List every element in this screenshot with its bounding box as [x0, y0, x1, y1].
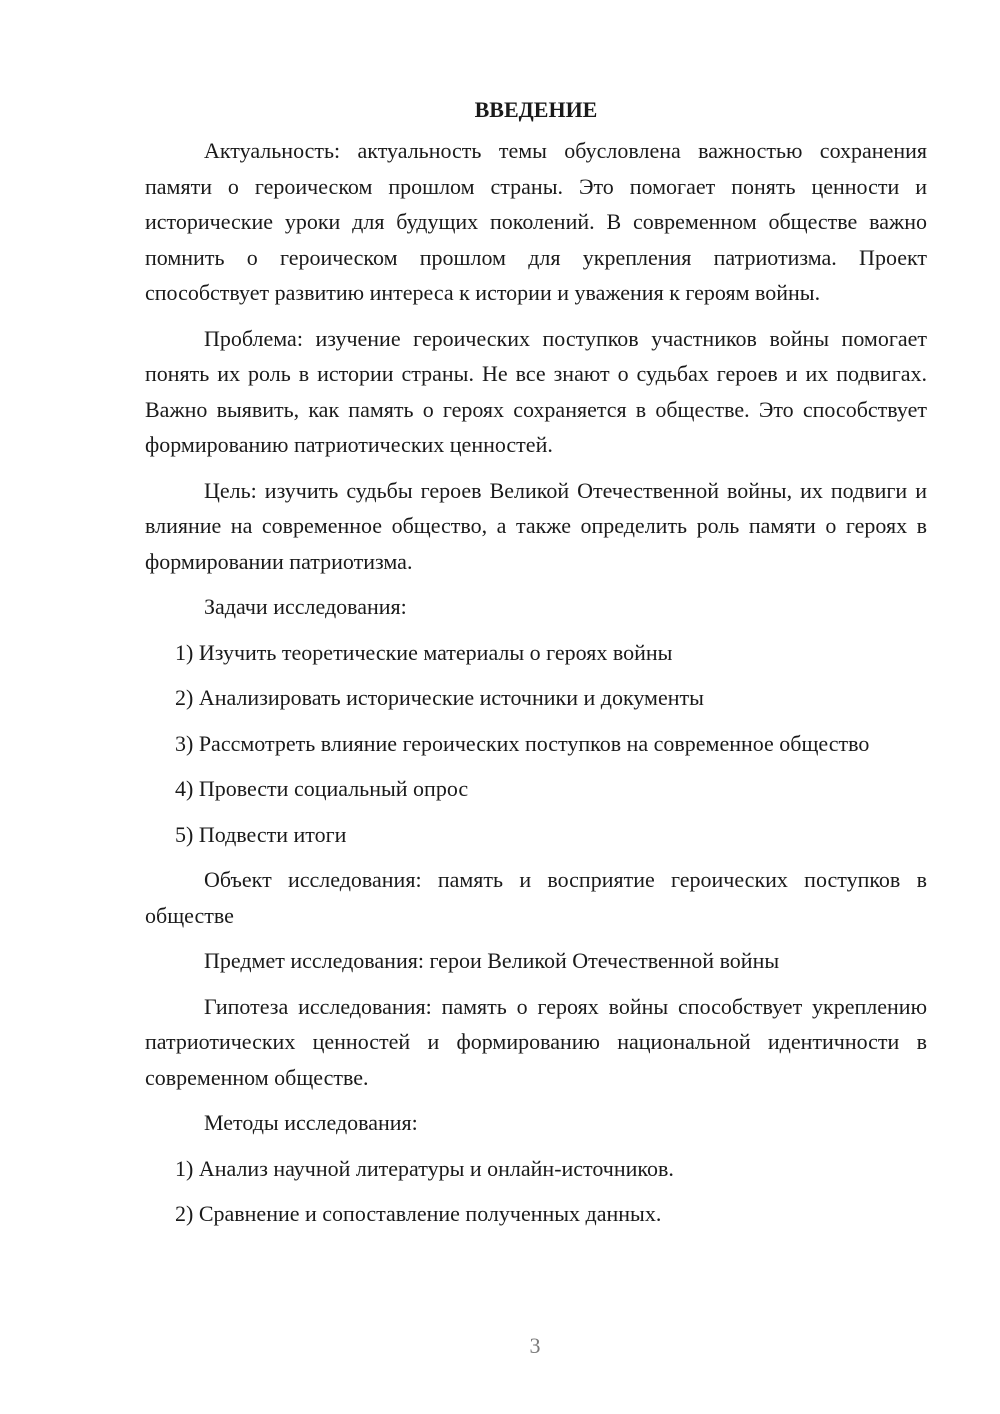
object-paragraph: Объект исследования: память и восприятие героических поступков в обществе — [145, 867, 927, 928]
problem-paragraph: Проблема: изучение героических поступков участников войны помогает понять их роль в истории страны. Не все знают о судьбах героев и их подвигах. Важно выявить, как память о героях сохраняется в обществе. Это способствует формированию патриотических ценностей. — [145, 325, 927, 457]
document-page — [145, 92, 927, 1242]
page-number: 3 — [529, 1333, 541, 1358]
method-item: 1) Анализ научной литературы и онлайн-источников. — [175, 1155, 674, 1181]
tasks-heading: Задачи исследования: — [204, 594, 407, 619]
method-item: 2) Сравнение и сопоставление полученных данных. — [175, 1201, 662, 1226]
task-item: 5) Подвести итоги — [175, 821, 347, 847]
methods-heading: Методы исследования: — [204, 1110, 418, 1135]
subject-paragraph: Предмет исследования: герои Великой Отечественной войны — [204, 948, 780, 973]
hypothesis-paragraph: Гипотеза исследования: память о героях войны способствует укреплению патриотических ценностей и формированию национальной идентичности в современном обществе. — [145, 993, 927, 1090]
task-item: 1) Изучить теоретические материалы о героях войны — [175, 639, 673, 665]
section-title: ВВЕДЕНИЕ — [474, 97, 598, 122]
task-item: 3) Рассмотреть влияние героических поступков на современное общество — [175, 730, 870, 756]
goal-paragraph: Цель: изучить судьбы героев Великой Отечественной войны, их подвиги и влияние на современное общество, а также определить роль памяти о героях в формировании патриотизма. — [145, 477, 927, 574]
relevance-paragraph: Актуальность: актуальность темы обусловлена важностью сохранения памяти о героическом прошлом страны. Это помогает понять ценности и исторические уроки для будущих поколений. В современном обществе важно помнить о героическом прошлом для укрепления патриотизма. Проект способствует развитию интереса к истории и уважения к героям войны. — [145, 138, 927, 305]
task-item: 2) Анализировать исторические источники и документы — [175, 685, 704, 710]
task-item: 4) Провести социальный опрос — [175, 776, 469, 801]
